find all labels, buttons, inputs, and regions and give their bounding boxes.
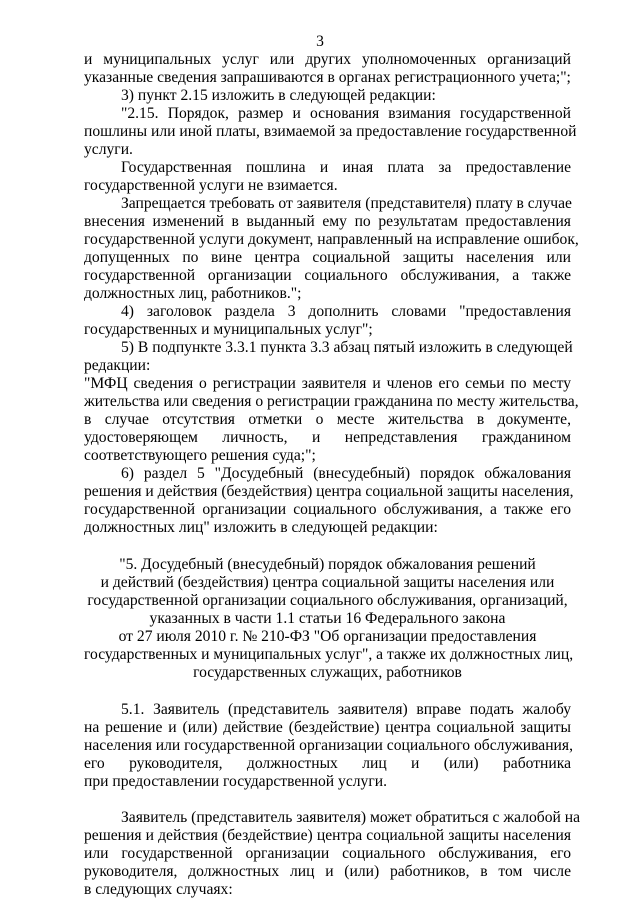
text-line: должностных лиц" изложить в следующей редакции: (84, 519, 438, 536)
section-heading-line: и действий (бездействия) центра социальной защиты населения или (100, 574, 555, 591)
text-line: в следующих случаях: (84, 881, 233, 898)
section-heading-line: государственных служащих, работников (193, 664, 462, 681)
text-line: 5.1. Заявитель (представитель заявителя) вправе подать жалобу (121, 701, 571, 718)
text-line: "МФЦ сведения о регистрации заявителя и членов его семьи по месту (84, 375, 571, 392)
text-line: решения и действия (бездействия) центра социальной защиты населения, (84, 483, 574, 500)
text-line: при предоставлении государственной услуги. (84, 773, 387, 790)
text-line: Государственная пошлина и иная плата за предоставление (121, 159, 571, 176)
text-line: на решение и (или) действие (бездействие) центра социальной защиты (84, 719, 571, 736)
section-heading-line: государственных и муниципальных услуг", а также их должностных лиц, (84, 646, 574, 663)
text-line: его руководителя, должностных лиц и (или) работника (84, 755, 571, 772)
text-line: редакции: (84, 357, 151, 374)
text-line: государственных и муниципальных услуг"; (84, 321, 373, 338)
text-line: руководителя, должностных лиц и (или) работников, в том числе (84, 863, 571, 880)
text-line: "2.15. Порядок, размер и основания взимания государственной (121, 105, 571, 122)
text-line: государственной услуги не взимается. (84, 177, 338, 194)
text-line: указанные сведения запрашиваются в органах регистрационного учета;"; (84, 69, 571, 86)
section-heading-line: государственной организации социального обслуживания, организаций, (87, 592, 568, 609)
section-heading-line: указанных в части 1.1 статьи 16 Федерального закона (149, 610, 506, 627)
text-line: допущенных по вине центра социальной защиты населения или (84, 249, 571, 266)
text-line: пошлины или иной платы, взимаемой за предоставление государственной (84, 123, 577, 140)
text-line: государственной услуги документ, направленный на исправление ошибок, (84, 231, 579, 248)
text-line: жительства или сведения о регистрации гражданина по месту жительства, (84, 393, 579, 410)
text-line: или государственной организации социального обслуживания, его (84, 845, 571, 862)
text-line: государственной организации социального обслуживания, а также (84, 267, 571, 284)
text-line: Заявитель (представитель заявителя) может обратиться с жалобой на (121, 809, 581, 826)
section-heading-line: от 27 июля 2010 г. № 210-ФЗ "Об организации предоставления (118, 628, 537, 645)
text-line: решения и действия (бездействие) центра социальной защиты населения (84, 827, 571, 844)
text-line: 4) заголовок раздела 3 дополнить словами "предоставления (121, 303, 571, 320)
text-line: удостоверяющем личность, и непредставления гражданином (84, 429, 571, 446)
text-line: Запрещается требовать от заявителя (представителя) плату в случае (121, 195, 572, 212)
text-line: в случае отсутствия отметки о месте жительства в документе, (84, 411, 571, 428)
section-heading-line: "5. Досудебный (внесудебный) порядок обжалования решений (119, 556, 536, 573)
text-line: и муниципальных услуг или других уполномоченных организаций (84, 51, 571, 68)
text-line: 6) раздел 5 "Досудебный (внесудебный) порядок обжалования (121, 465, 571, 482)
text-line: 5) В подпункте 3.3.1 пункта 3.3 абзац пятый изложить в следующей (121, 339, 573, 356)
page-number: 3 (316, 33, 324, 50)
text-line: внесения изменений в выданный ему по результатам предоставления (84, 213, 571, 230)
text-line: должностных лиц, работников."; (84, 285, 302, 302)
text-line: населения или государственной организации социального обслуживания, (84, 737, 573, 754)
text-line: соответствующего решения суда;"; (84, 447, 316, 464)
text-line: 3) пункт 2.15 изложить в следующей редакции: (121, 87, 436, 104)
text-line: государственной организации социального обслуживания, а также его (84, 501, 571, 518)
text-line: услуги. (84, 141, 133, 158)
